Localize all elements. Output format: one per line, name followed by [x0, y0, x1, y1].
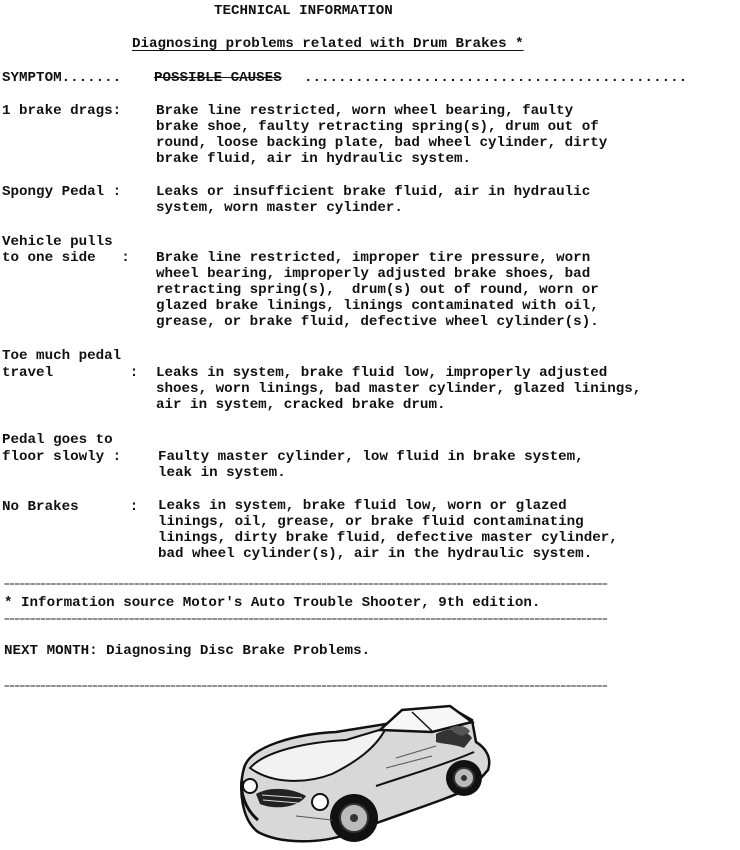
symptom-label: Spongy Pedal : — [2, 184, 122, 200]
divider-rule: ==================================================================================================================== — [4, 684, 608, 689]
cause-line: grease, or brake fluid, defective wheel cylinder(s). — [156, 314, 599, 330]
symptom-label: travel : — [2, 365, 139, 381]
cause-line: wheel bearing, improperly adjusted brake shoes, bad — [156, 266, 591, 282]
car-illustration — [236, 698, 506, 848]
symptom-label: Pedal goes to — [2, 432, 113, 448]
cause-line: bad wheel cylinder(s), air in the hydraulic system. — [158, 546, 593, 562]
cause-line: leak in system. — [158, 465, 286, 481]
cause-line: linings, dirty brake fluid, defective master cylinder, — [158, 530, 618, 546]
symptom-label: Toe much pedal — [2, 348, 122, 364]
symptom-label: 1 brake drags: — [2, 103, 122, 119]
cause-line: glazed brake linings, linings contaminated with oil, — [156, 298, 599, 314]
cause-line: brake fluid, air in hydraulic system. — [156, 151, 472, 167]
header-causes: POSSIBLE CAUSES — [154, 70, 282, 86]
cause-line: shoes, worn linings, bad master cylinder, glazed linings, — [156, 381, 642, 397]
symptom-label: Vehicle pulls — [2, 234, 113, 250]
cause-line: Brake line restricted, improper tire pressure, worn — [156, 250, 591, 266]
cause-line: Faulty master cylinder, low fluid in brake system, — [158, 449, 584, 465]
cause-line: round, loose backing plate, bad wheel cylinder, dirty — [156, 135, 608, 151]
footnote: * Information source Motor's Auto Trouble Shooter, 9th edition. — [4, 595, 541, 611]
cause-line: brake shoe, faulty retracting spring(s), drum out of — [156, 119, 599, 135]
cause-line: retracting spring(s), drum(s) out of round, worn or — [156, 282, 599, 298]
next-month-note: NEXT MONTH: Diagnosing Disc Brake Problems. — [4, 643, 371, 659]
cause-line: Leaks in system, brake fluid low, worn or glazed — [158, 498, 567, 514]
subtitle: Diagnosing problems related with Drum Brakes * — [132, 36, 524, 52]
symptom-label: to one side : — [2, 250, 130, 266]
symptom-label: No Brakes : — [2, 499, 139, 515]
cause-line: system, worn master cylinder. — [156, 200, 403, 216]
cause-line: Leaks in system, brake fluid low, improperly adjusted — [156, 365, 608, 381]
cause-line: linings, oil, grease, or brake fluid contaminating — [158, 514, 584, 530]
divider-rule: ==================================================================================================================== — [4, 617, 608, 622]
header-dots: ............................................. — [304, 70, 688, 86]
cause-line: air in system, cracked brake drum. — [156, 397, 446, 413]
page-title: TECHNICAL INFORMATION — [214, 3, 393, 19]
cause-line: Brake line restricted, worn wheel bearing, faulty — [156, 103, 574, 119]
cause-line: Leaks or insufficient brake fluid, air in hydraulic — [156, 184, 591, 200]
symptom-label: floor slowly : — [2, 449, 122, 465]
header-symptom: SYMPTOM....... — [2, 70, 122, 86]
divider-rule: ==================================================================================================================== — [4, 582, 608, 587]
